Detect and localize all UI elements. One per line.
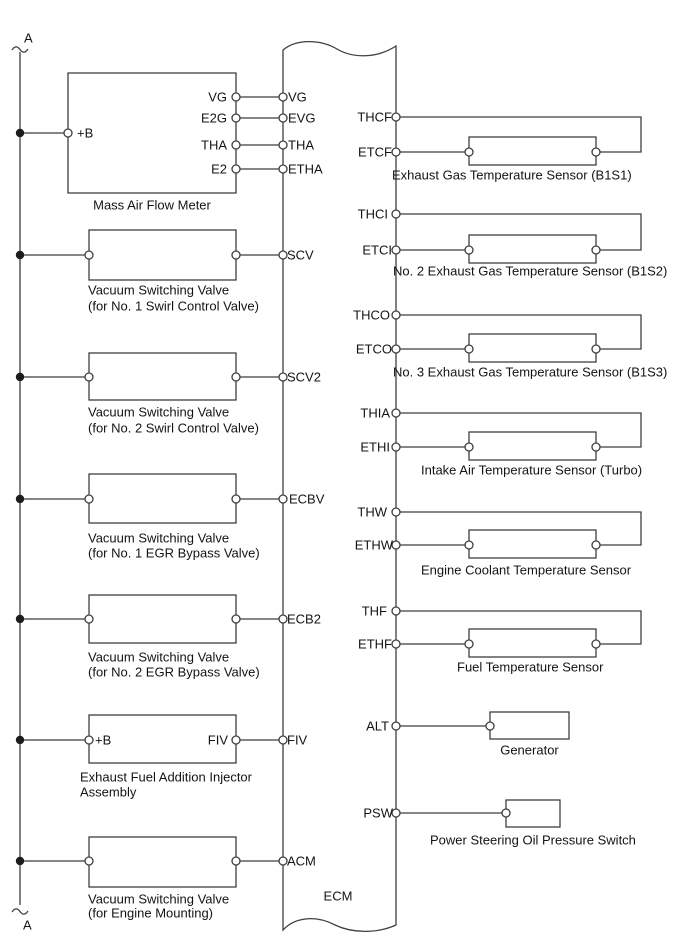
maf-component	[16, 73, 287, 193]
psw-component	[392, 800, 560, 827]
ecm-pin-ethi: ETHI	[360, 439, 390, 455]
ecm-pin-vg: VG	[288, 89, 307, 105]
bus-junction-dot	[16, 373, 24, 381]
bus-junction-dot	[16, 251, 24, 259]
bus-junction-dot	[16, 129, 24, 137]
ecm-pin-ecbv: ECBV	[289, 491, 325, 507]
ecm-pin-etcf: ETCF	[358, 144, 392, 160]
ecm-pin-ethw: ETHW	[354, 537, 393, 553]
generator-component	[392, 712, 569, 739]
maf-plus-b-label: +B	[77, 125, 94, 141]
maf-pin-vg: VG	[208, 89, 227, 105]
bus-break-bottom-tilde	[12, 909, 28, 914]
vsv-egr2-label-line1: Vacuum Switching Valve	[88, 649, 230, 665]
vsv-egr2-component	[16, 595, 287, 643]
injector-label-line1: Exhaust Fuel Addition Injector	[80, 769, 252, 785]
vsv-swirl2-label-line1: Vacuum Switching Valve	[88, 404, 230, 420]
ecm-pin-etha: ETHA	[288, 161, 323, 177]
vsv-swirl1-component	[16, 230, 287, 280]
ecm-pin-thcf: THCF	[357, 109, 392, 125]
ecm-pin-acm: ACM	[287, 853, 316, 869]
ecm-pin-ecb2: ECB2	[287, 611, 321, 627]
injector-pin-fiv: FIV	[207, 732, 228, 748]
egts3-component	[392, 311, 641, 362]
bus-break-top-tilde	[12, 47, 28, 52]
ecm-label: ECM	[323, 888, 353, 904]
ect-component	[392, 508, 641, 558]
psw-label: Power Steering Oil Pressure Switch	[430, 832, 636, 848]
egts3-label: No. 3 Exhaust Gas Temperature Sensor (B1S3)	[393, 364, 668, 380]
injector-label-line2: Assembly	[80, 784, 137, 800]
vsv-mount-label-line2: (for Engine Mounting)	[88, 905, 214, 921]
fts-component	[392, 607, 641, 657]
iat-label: Intake Air Temperature Sensor (Turbo)	[421, 462, 643, 478]
bus-junction-dot	[16, 615, 24, 623]
ecm-pin-thia: THIA	[360, 405, 390, 421]
ecm-pin-scv: SCV	[287, 247, 314, 263]
egts1-label: Exhaust Gas Temperature Sensor (B1S1)	[392, 167, 632, 183]
generator-label: Generator	[500, 742, 559, 758]
vsv-egr1-label-line1: Vacuum Switching Valve	[88, 530, 230, 546]
injector-plus-b-label: +B	[95, 732, 112, 748]
iat-component	[392, 409, 641, 460]
bus-junction-dot	[16, 857, 24, 865]
vsv-swirl1-label-line2: (for No. 1 Swirl Control Valve)	[88, 298, 259, 314]
egts2-label: No. 2 Exhaust Gas Temperature Sensor (B1S2)	[393, 263, 668, 279]
vsv-swirl1-label-line1: Vacuum Switching Valve	[88, 282, 230, 298]
power-bus-line	[12, 47, 28, 914]
ecm-pin-etci: ETCI	[362, 242, 392, 258]
maf-label: Mass Air Flow Meter	[93, 197, 211, 213]
ecm-pin-scv2: SCV2	[287, 369, 321, 385]
ecm-pin-thf: THF	[361, 603, 387, 619]
ecm-pin-ethf: ETHF	[358, 636, 392, 652]
vsv-mount-component	[16, 837, 287, 887]
bus-junction-dot	[16, 736, 24, 744]
ecm-pin-thw: THW	[357, 504, 387, 520]
vsv-egr1-label-line2: (for No. 1 EGR Bypass Valve)	[88, 545, 260, 561]
maf-pin-e2g: E2G	[200, 110, 227, 126]
vsv-swirl2-component	[16, 353, 287, 400]
ecm-pin-evg: EVG	[288, 110, 316, 126]
ecm-pin-alt: ALT	[366, 718, 389, 734]
maf-pin-e2: E2	[211, 161, 227, 177]
ect-label: Engine Coolant Temperature Sensor	[421, 562, 632, 578]
egts1-component	[392, 113, 641, 165]
vsv-swirl2-label-line2: (for No. 2 Swirl Control Valve)	[88, 420, 259, 436]
injector-component	[16, 715, 287, 763]
vsv-egr1-component	[16, 474, 287, 523]
ecm-pin-fiv: FIV	[287, 732, 308, 748]
ecm-pin-psw: PSW	[363, 805, 393, 821]
fts-label: Fuel Temperature Sensor	[457, 659, 604, 675]
ecm-pin-etco: ETCO	[355, 341, 392, 357]
ecm-pin-tha: THA	[288, 137, 314, 153]
ecm-pin-thci: THCI	[357, 206, 388, 222]
vsv-mount-label-line1: Vacuum Switching Valve	[88, 891, 230, 907]
ecm-pin-thco: THCO	[353, 307, 390, 323]
bus-marker-top: A	[24, 30, 33, 46]
egts2-component	[392, 210, 641, 263]
maf-pin-tha: THA	[201, 137, 227, 153]
bus-junction-dot	[16, 495, 24, 503]
bus-marker-bottom: A	[23, 917, 32, 933]
vsv-egr2-label-line2: (for No. 2 EGR Bypass Valve)	[88, 664, 260, 680]
